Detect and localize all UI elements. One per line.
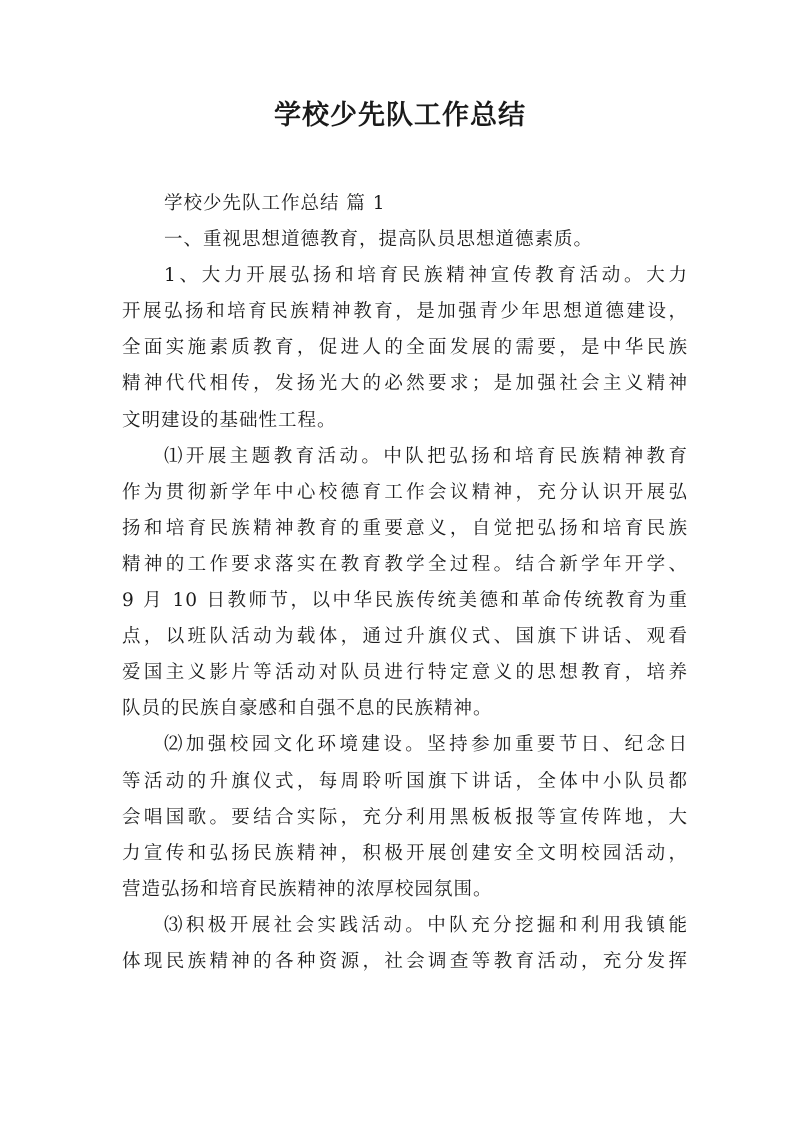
paragraph-line: ⑶积极开展社会实践活动。中队充分挖掘和利用我镇能 bbox=[164, 914, 688, 936]
paragraph-line: 扬和培育民族精神教育的重要意义，自觉把弘扬和培育民族 bbox=[122, 517, 688, 539]
document-body bbox=[122, 186, 688, 980]
paragraph-line: 文明建设的基础性工程。 bbox=[122, 409, 337, 431]
paragraph-line: 营造弘扬和培育民族精神的浓厚校园氛围。 bbox=[122, 878, 493, 900]
paragraph-line: 等活动的升旗仪式，每周聆听国旗下讲话，全体中小队员都 bbox=[122, 770, 688, 792]
document-title: 学校少先队工作总结 bbox=[274, 100, 526, 131]
section-heading: 学校少先队工作总结 篇 1 bbox=[164, 193, 386, 214]
paragraph-line: 开展弘扬和培育民族精神教育，是加强青少年思想道德建设， bbox=[122, 301, 688, 323]
paragraph-line: 精神的工作要求落实在教育教学全过程。结合新学年开学、 bbox=[122, 553, 688, 575]
paragraph-line: 全面实施素质教育，促进人的全面发展的需要，是中华民族 bbox=[122, 337, 688, 359]
paragraph-line: ⑵加强校园文化环境建设。坚持参加重要节日、纪念日 bbox=[164, 734, 688, 756]
paragraph-line: 点，以班队活动为载体，通过升旗仪式、国旗下讲话、观看 bbox=[122, 626, 688, 648]
paragraph-line: 1、大力开展弘扬和培育民族精神宣传教育活动。大力 bbox=[164, 265, 688, 287]
paragraph-line: 爱国主义影片等活动对队员进行特定意义的思想教育，培养 bbox=[122, 662, 688, 684]
paragraph-line: 作为贯彻新学年中心校德育工作会议精神，充分认识开展弘 bbox=[122, 481, 688, 503]
paragraph-line: ⑴开展主题教育活动。中队把弘扬和培育民族精神教育 bbox=[164, 445, 688, 467]
paragraph-line: 体现民族精神的各种资源，社会调查等教育活动，充分发挥 bbox=[122, 950, 688, 972]
paragraph-line: 9 月 10 日教师节，以中华民族传统美德和革命传统教育为重 bbox=[122, 590, 688, 612]
paragraph-line: 队员的民族自豪感和自强不息的民族精神。 bbox=[122, 698, 493, 720]
paragraph-line: 精神代代相传，发扬光大的必然要求；是加强社会主义精神 bbox=[122, 373, 688, 395]
paragraph-line: 会唱国歌。要结合实际，充分利用黑板板报等宣传阵地，大 bbox=[122, 806, 688, 828]
paragraph-line: 一、重视思想道德教育，提高队员思想道德素质。 bbox=[164, 229, 594, 251]
paragraph-line: 力宣传和弘扬民族精神，积极开展创建安全文明校园活动， bbox=[122, 842, 688, 864]
